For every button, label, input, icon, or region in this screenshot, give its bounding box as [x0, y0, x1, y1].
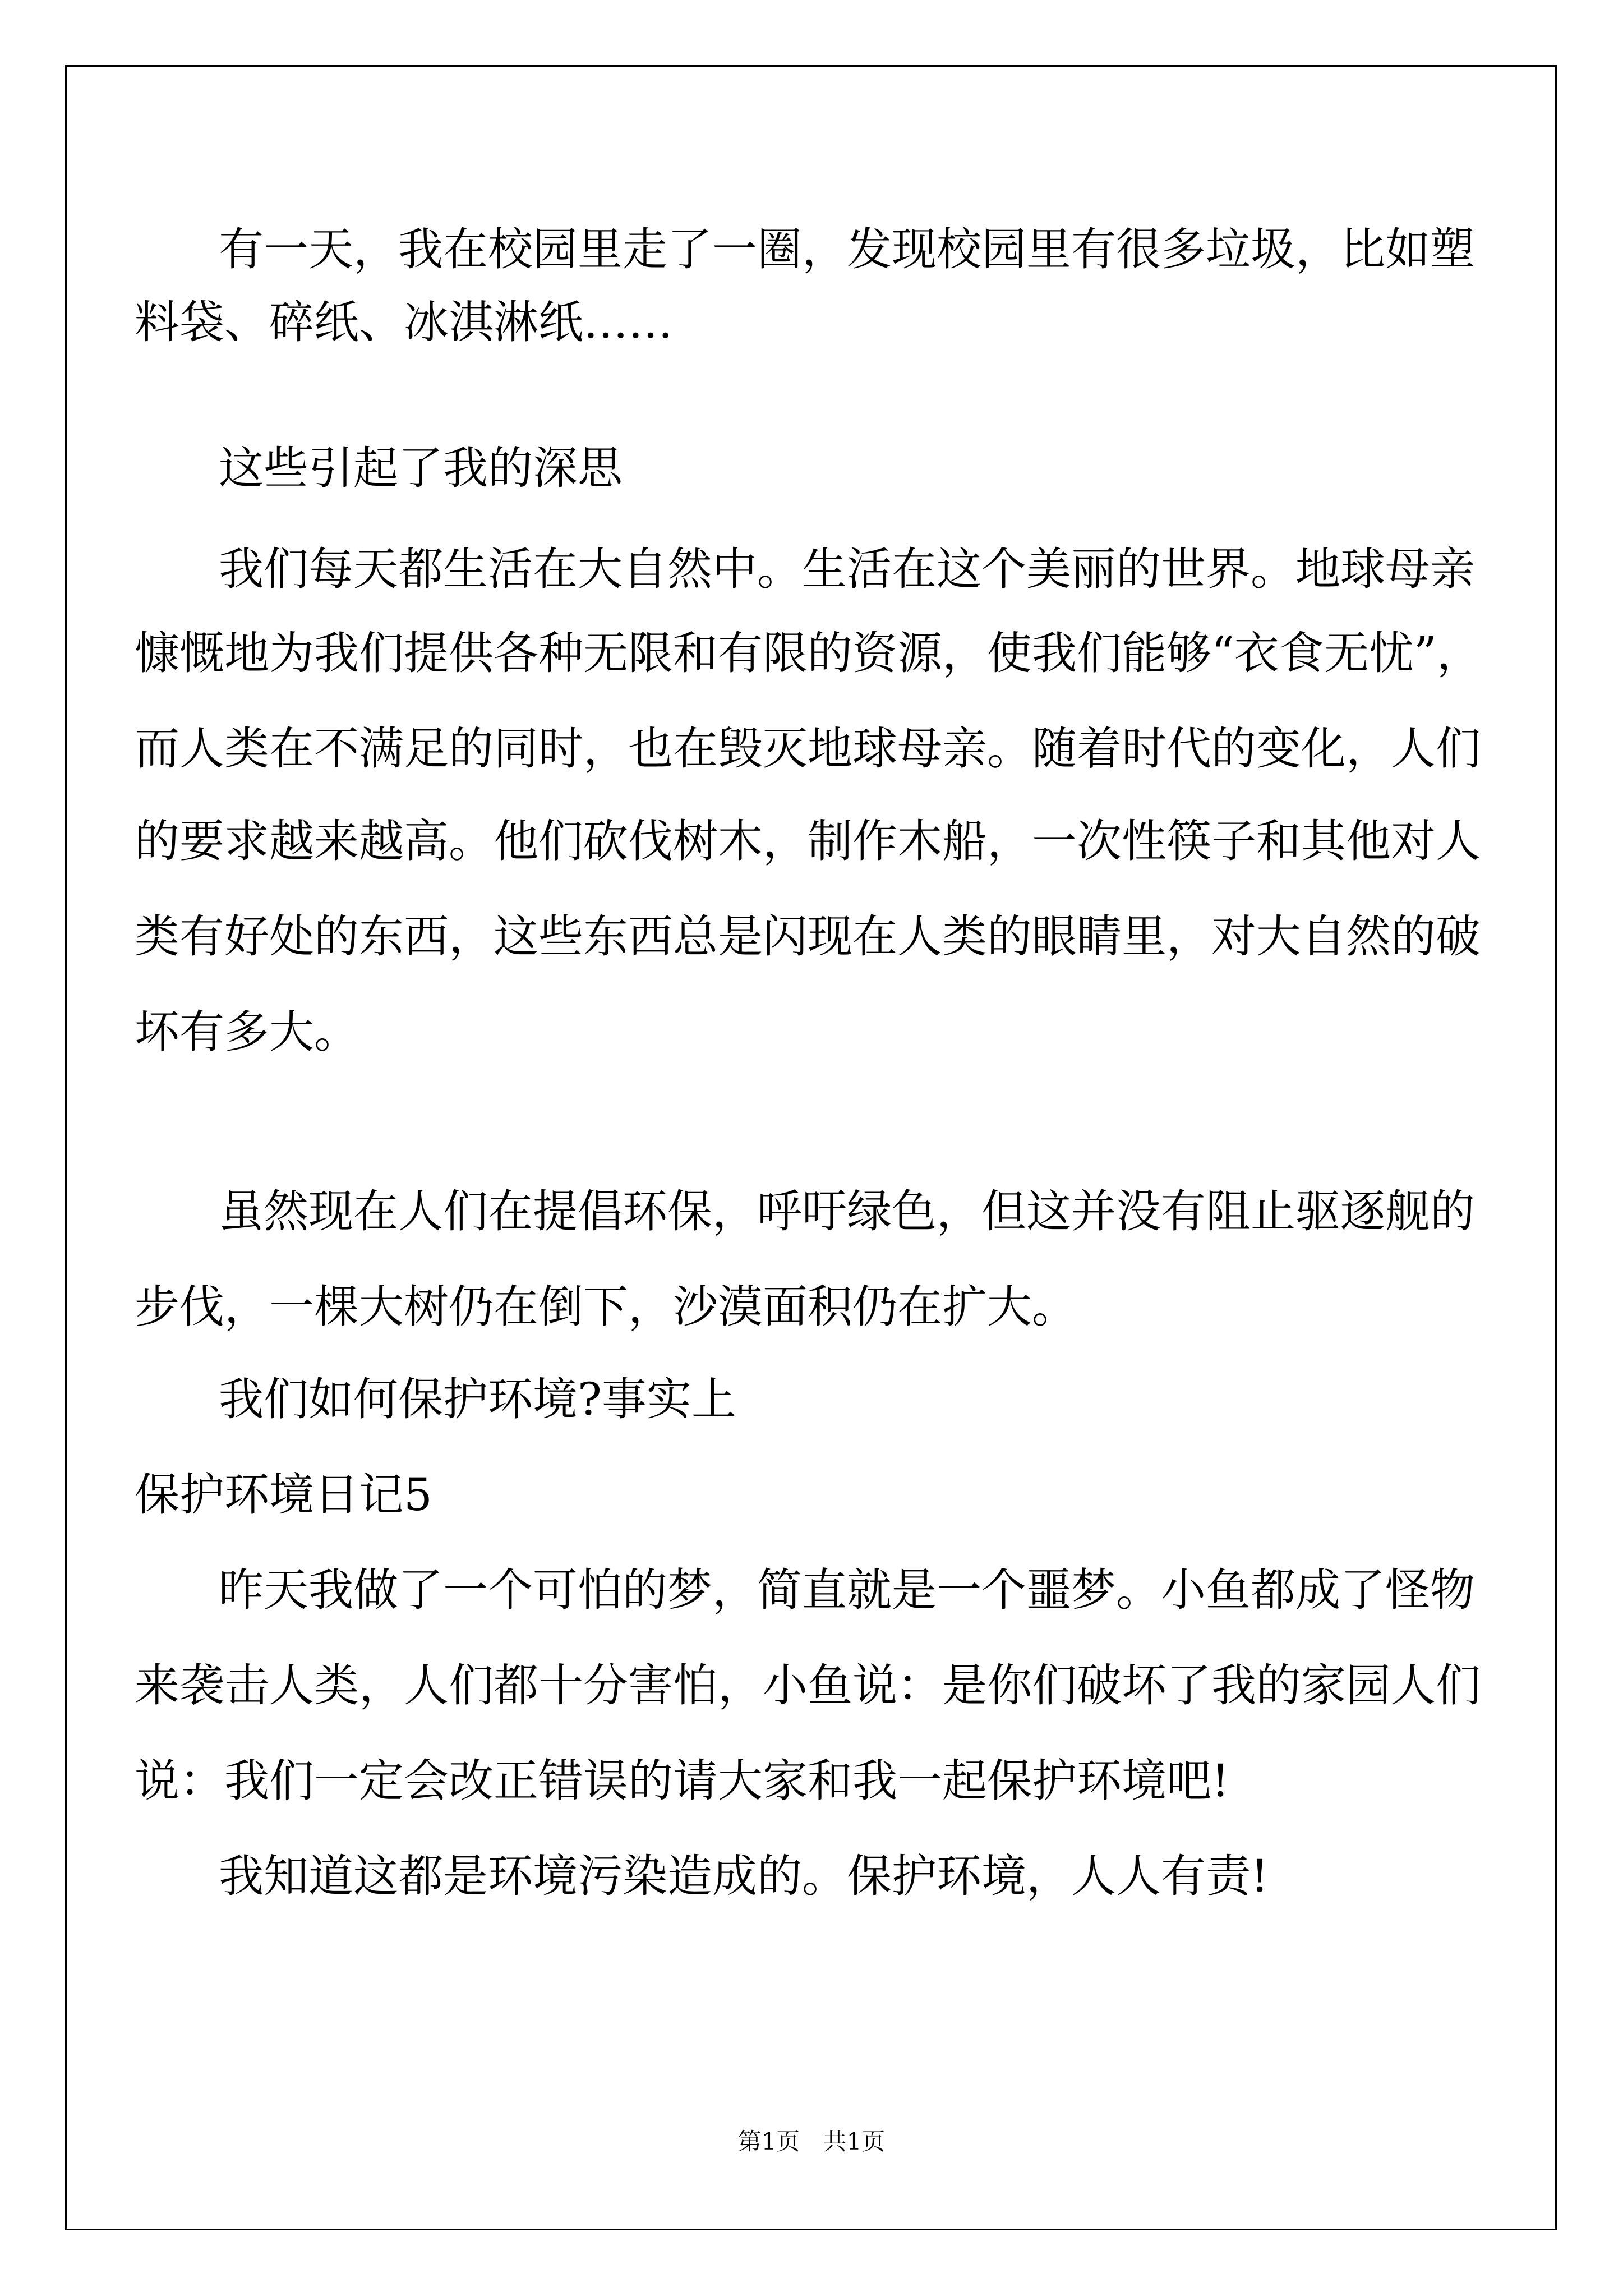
paragraph-1-line-1: 有一天，我在校园里走了一圈，发现校园里有很多垃圾，比如塑	[219, 223, 1475, 275]
page-footer	[0, 2125, 1623, 2159]
paragraph-1-line-2: 料袋、碎纸、冰淇淋纸……	[135, 296, 673, 348]
paragraph-4-line-1: 虽然现在人们在提倡环保，呼吁绿色，但这并没有阻止驱逐舰的	[219, 1185, 1475, 1237]
paragraph-6-line-3: 说：我们一定会改正错误的请大家和我一起保护环境吧!	[135, 1755, 1230, 1807]
paragraph-3-line-2: 慷慨地为我们提供各种无限和有限的资源，使我们能够“衣食无忧”，	[135, 627, 1482, 679]
paragraph-3-line-1: 我们每天都生活在大自然中。生活在这个美丽的世界。地球母亲	[219, 543, 1475, 595]
paragraph-6-line-1: 昨天我做了一个可怕的梦，简直就是一个噩梦。小鱼都成了怪物	[219, 1564, 1475, 1616]
paragraph-3-line-4: 的要求越来越高。他们砍伐树木，制作木船，一次性筷子和其他对人	[135, 815, 1481, 867]
page-number: 第1页	[737, 2128, 800, 2155]
paragraph-7-line-1: 我知道这都是环境污染造成的。保护环境，人人有责!	[219, 1850, 1269, 1902]
paragraph-3-line-6: 坏有多大。	[135, 1006, 359, 1058]
paragraph-3-line-3: 而人类在不满足的同时，也在毁灭地球母亲。随着时代的变化，人们	[135, 723, 1481, 775]
paragraph-4-line-2: 步伐，一棵大树仍在倒下，沙漠面积仍在扩大。	[135, 1281, 1077, 1333]
section-heading: 保护环境日记5	[135, 1469, 432, 1521]
paragraph-2-line-1: 这些引起了我的深思	[219, 442, 623, 494]
paragraph-5-line-1: 我们如何保护环境?事实上	[219, 1373, 736, 1425]
paragraph-6-line-2: 来袭击人类，人们都十分害怕，小鱼说：是你们破坏了我的家园人们	[135, 1659, 1481, 1711]
page-border	[65, 65, 1557, 2230]
page-total: 共1页	[823, 2128, 886, 2155]
paragraph-3-line-5: 类有好处的东西，这些东西总是闪现在人类的眼睛里，对大自然的破	[135, 910, 1481, 963]
